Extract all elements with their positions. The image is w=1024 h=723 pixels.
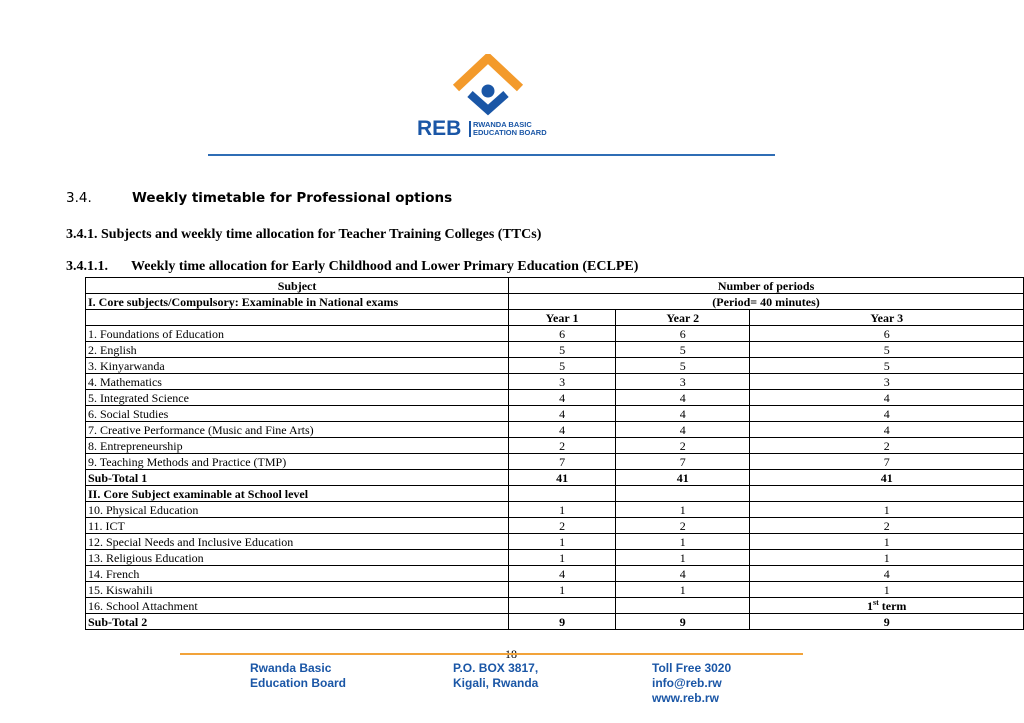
year-3-cell: 4 xyxy=(750,406,1024,422)
year-3-cell: 1 xyxy=(750,582,1024,598)
logo-subtitle-line1: RWANDA BASIC xyxy=(473,120,532,129)
year-3-cell: 2 xyxy=(750,438,1024,454)
table-row xyxy=(86,326,1024,342)
subject-cell: 3. Kinyarwanda xyxy=(86,358,509,374)
term-ordinal: st xyxy=(873,597,879,607)
year-3-cell xyxy=(750,598,1024,614)
subject-cell: 2. English xyxy=(86,342,509,358)
footer-line: Toll Free 3020 xyxy=(652,661,732,675)
subsubsection-heading xyxy=(66,259,638,275)
table-row xyxy=(86,390,1024,406)
footer-line: www.reb.rw xyxy=(652,691,719,705)
logo-acronym: REB xyxy=(417,117,462,140)
year-2-cell: 3 xyxy=(616,374,750,390)
reb-logo-icon xyxy=(450,54,526,118)
year-1-cell: 2 xyxy=(509,518,616,534)
subject-cell: 1. Foundations of Education xyxy=(86,326,509,342)
year-2-cell xyxy=(616,598,750,614)
footer-address xyxy=(453,661,538,691)
footer-line: Rwanda Basic xyxy=(250,661,332,675)
empty-cell xyxy=(509,486,616,502)
year-3-header: Year 3 xyxy=(750,310,1024,326)
year-2-cell: 7 xyxy=(616,454,750,470)
year-2-cell: 1 xyxy=(616,534,750,550)
year-3-cell: 1 xyxy=(750,534,1024,550)
logo-separator xyxy=(469,121,471,137)
subtotal-label: Sub-Total 2 xyxy=(86,614,509,630)
year-1-cell: 1 xyxy=(509,582,616,598)
footer-line: Kigali, Rwanda xyxy=(453,676,539,690)
empty-cell xyxy=(616,486,750,502)
year-1-cell: 5 xyxy=(509,342,616,358)
subtotal-year-1: 9 xyxy=(509,614,616,630)
subject-cell: 9. Teaching Methods and Practice (TMP) xyxy=(86,454,509,470)
table-row xyxy=(86,518,1024,534)
year-2-cell: 1 xyxy=(616,550,750,566)
year-3-cell: 3 xyxy=(750,374,1024,390)
subject-cell: 4. Mathematics xyxy=(86,374,509,390)
subsection-heading: 3.4.1. Subjects and weekly time allocation for Teacher Training Colleges (TTCs) xyxy=(66,227,542,242)
year-1-cell: 4 xyxy=(509,390,616,406)
table-row xyxy=(86,534,1024,550)
year-1-cell: 3 xyxy=(509,374,616,390)
year-2-cell: 4 xyxy=(616,422,750,438)
year-3-cell: 5 xyxy=(750,342,1024,358)
subtotal-year-3: 9 xyxy=(750,614,1024,630)
year-1-cell: 4 xyxy=(509,566,616,582)
table-header-row xyxy=(86,278,1024,294)
subtotal-year-2: 41 xyxy=(616,470,750,486)
section-heading xyxy=(66,190,452,206)
table-row xyxy=(86,502,1024,518)
section-number: 3.4. xyxy=(66,190,92,206)
section2-title: II. Core Subject examinable at School level xyxy=(86,486,509,502)
year-2-header: Year 2 xyxy=(616,310,750,326)
year-3-cell: 6 xyxy=(750,326,1024,342)
year-3-cell: 4 xyxy=(750,422,1024,438)
table-row xyxy=(86,342,1024,358)
subtotal-year-2: 9 xyxy=(616,614,750,630)
footer-line: info@reb.rw xyxy=(652,676,722,690)
subject-cell: 14. French xyxy=(86,566,509,582)
empty-cell xyxy=(750,486,1024,502)
logo-subtitle-line2: EDUCATION BOARD xyxy=(473,128,547,137)
table-row xyxy=(86,358,1024,374)
subtotal-year-3: 41 xyxy=(750,470,1024,486)
subject-cell: 12. Special Needs and Inclusive Education xyxy=(86,534,509,550)
subtotal-row xyxy=(86,614,1024,630)
year-2-cell: 4 xyxy=(616,390,750,406)
table-section-row xyxy=(86,294,1024,310)
year-1-cell xyxy=(509,598,616,614)
subject-cell: 15. Kiswahili xyxy=(86,582,509,598)
reb-logo xyxy=(415,54,565,140)
table-row xyxy=(86,406,1024,422)
table-row xyxy=(86,454,1024,470)
subsubsection-number: 3.4.1.1. xyxy=(66,259,108,274)
year-2-cell: 1 xyxy=(616,582,750,598)
subject-cell: 16. School Attachment xyxy=(86,598,509,614)
year-2-cell: 6 xyxy=(616,326,750,342)
subject-cell: 7. Creative Performance (Music and Fine Arts) xyxy=(86,422,509,438)
table-row xyxy=(86,598,1024,614)
header-periods: Number of periods xyxy=(509,278,1024,294)
header-subject: Subject xyxy=(86,278,509,294)
table-section-row xyxy=(86,486,1024,502)
year-3-cell: 4 xyxy=(750,390,1024,406)
period-note: (Period= 40 minutes) xyxy=(509,294,1024,310)
year-1-cell: 1 xyxy=(509,534,616,550)
footer-contact xyxy=(652,661,731,706)
header-rule xyxy=(208,154,775,156)
footer-line: Education Board xyxy=(250,676,347,690)
footer-line: P.O. BOX 3817, xyxy=(453,661,539,675)
subtotal-row xyxy=(86,470,1024,486)
footer-rule xyxy=(180,653,803,655)
year-3-cell: 5 xyxy=(750,358,1024,374)
table-row xyxy=(86,582,1024,598)
timetable xyxy=(85,277,1024,630)
year-1-cell: 2 xyxy=(509,438,616,454)
year-3-cell: 1 xyxy=(750,502,1024,518)
section1-title: I. Core subjects/Compulsory: Examinable in National exams xyxy=(86,294,509,310)
term-number: 1 xyxy=(867,598,873,613)
table-row xyxy=(86,438,1024,454)
year-1-cell: 6 xyxy=(509,326,616,342)
year-2-cell: 1 xyxy=(616,502,750,518)
year-1-cell: 5 xyxy=(509,358,616,374)
year-3-cell: 1 xyxy=(750,550,1024,566)
year-2-cell: 4 xyxy=(616,566,750,582)
year-2-cell: 2 xyxy=(616,518,750,534)
subtotal-year-1: 41 xyxy=(509,470,616,486)
footer-organization xyxy=(250,661,346,691)
year-3-cell: 2 xyxy=(750,518,1024,534)
year-1-cell: 1 xyxy=(509,502,616,518)
subject-cell: 8. Entrepreneurship xyxy=(86,438,509,454)
year-1-cell: 7 xyxy=(509,454,616,470)
year-3-cell: 4 xyxy=(750,566,1024,582)
table-row xyxy=(86,566,1024,582)
term-label: term xyxy=(878,598,907,613)
year-3-cell: 7 xyxy=(750,454,1024,470)
table-row xyxy=(86,374,1024,390)
subtotal-label: Sub-Total 1 xyxy=(86,470,509,486)
logo-subtitle xyxy=(473,121,547,137)
year-2-cell: 5 xyxy=(616,358,750,374)
year-1-cell: 1 xyxy=(509,550,616,566)
year-1-header: Year 1 xyxy=(509,310,616,326)
table-row xyxy=(86,550,1024,566)
table-years-row xyxy=(86,310,1024,326)
subsubsection-title: Weekly time allocation for Early Childhood and Lower Primary Education (ECLPE) xyxy=(131,259,639,274)
subject-cell: 6. Social Studies xyxy=(86,406,509,422)
year-1-cell: 4 xyxy=(509,406,616,422)
year-2-cell: 5 xyxy=(616,342,750,358)
year-2-cell: 4 xyxy=(616,406,750,422)
years-spacer xyxy=(86,310,509,326)
subject-cell: 13. Religious Education xyxy=(86,550,509,566)
section-title: Weekly timetable for Professional options xyxy=(132,190,453,206)
subject-cell: 11. ICT xyxy=(86,518,509,534)
year-1-cell: 4 xyxy=(509,422,616,438)
year-2-cell: 2 xyxy=(616,438,750,454)
subject-cell: 10. Physical Education xyxy=(86,502,509,518)
table-row xyxy=(86,422,1024,438)
subject-cell: 5. Integrated Science xyxy=(86,390,509,406)
